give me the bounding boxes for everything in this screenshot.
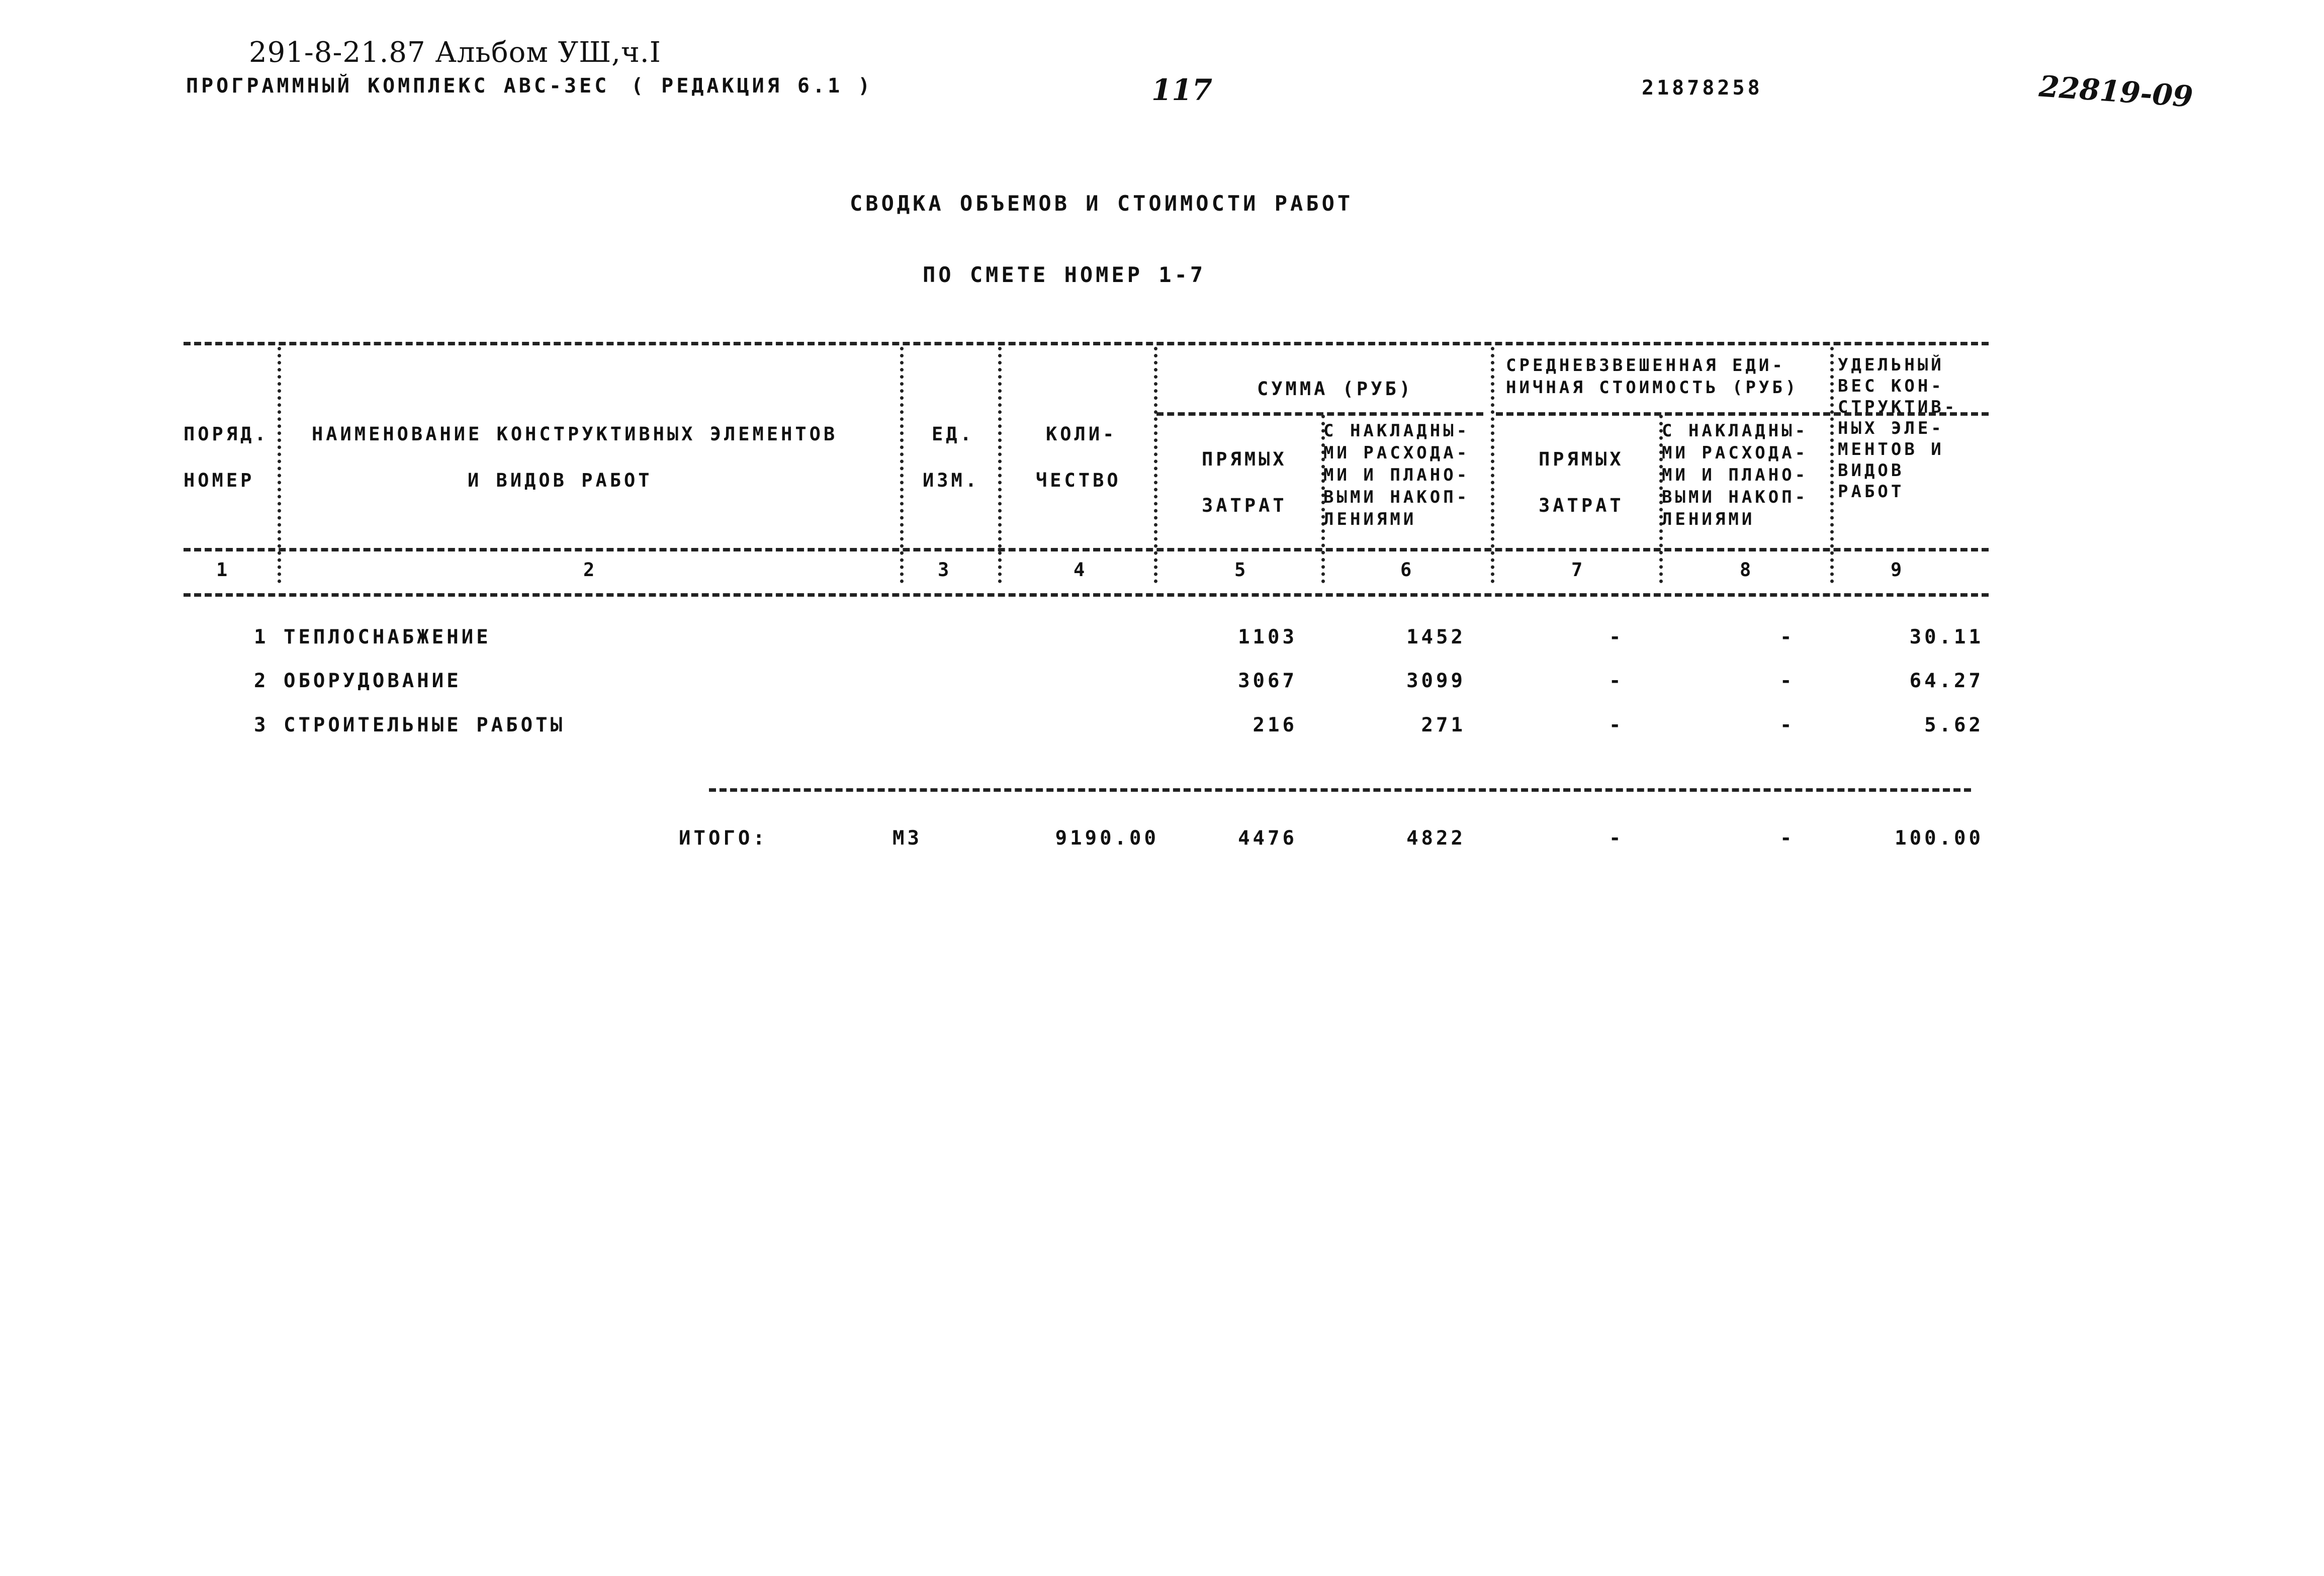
document-code: 21878258 <box>1642 76 1763 100</box>
col-number-8: 8 <box>1740 559 1754 581</box>
col-number-6: 6 <box>1400 559 1415 581</box>
col-divider-3 <box>998 347 1002 583</box>
row-name: 2 ОБОРУДОВАНИЕ <box>254 670 462 692</box>
col-divider-1 <box>278 347 281 583</box>
col7-header-line1: ПРЯМЫХ <box>1539 448 1624 470</box>
col-number-7: 7 <box>1571 559 1586 581</box>
edition-label: ( РЕДАКЦИЯ 6.1 ) <box>631 74 873 98</box>
document-title: СВОДКА ОБЪЕМОВ И СТОИМОСТИ РАБОТ <box>850 191 1354 216</box>
sum-group-header: СУММА (РУБ) <box>1257 378 1414 400</box>
total-overhead-cost: 4822 <box>1406 827 1466 850</box>
total-share: 100.00 <box>1895 827 1984 850</box>
row-avg-direct: - <box>1609 626 1624 648</box>
col-number-9: 9 <box>1891 559 1905 581</box>
row-name: 3 СТРОИТЕЛЬНЫЕ РАБОТЫ <box>254 714 566 736</box>
col-number-2: 2 <box>583 559 598 581</box>
col8-header-line5: ЛЕНИЯМИ <box>1662 509 1755 529</box>
col8-header-line3: МИ И ПЛАНО- <box>1662 465 1809 485</box>
col-divider-4 <box>1154 347 1157 583</box>
numbers-bottom-border <box>184 593 1989 597</box>
col2-header <box>312 422 838 492</box>
table-top-border <box>184 342 1989 345</box>
avg-group-header <box>1506 354 1799 399</box>
col5-header-line2: ЗАТРАТ <box>1202 495 1287 516</box>
col-number-1: 1 <box>216 559 231 581</box>
col5-header <box>1202 447 1287 517</box>
col6-header-line1: С НАКЛАДНЫ- <box>1323 421 1470 441</box>
col9-header-line4: НЫХ ЭЛЕ- <box>1838 418 1944 438</box>
col9-header-line1: УДЕЛЬНЫЙ <box>1838 355 1944 375</box>
col8-header-line4: ВЫМИ НАКОП- <box>1662 487 1809 507</box>
row-share: 64.27 <box>1909 670 1984 692</box>
program-name: ПРОГРАММНЫЙ КОМПЛЕКС АВС-3ЕС <box>186 74 610 98</box>
page-number: 117 <box>1151 73 1213 107</box>
col6-header-line5: ЛЕНИЯМИ <box>1323 509 1417 529</box>
row-direct-cost: 1103 <box>1238 626 1297 648</box>
col-divider-8 <box>1830 347 1834 583</box>
total-avg-overhead: - <box>1780 827 1795 850</box>
total-avg-direct: - <box>1609 827 1624 850</box>
col9-header-line7: РАБОТ <box>1838 482 1905 502</box>
col-number-5: 5 <box>1234 559 1249 581</box>
col9-header-line3: СТРУКТИВ- <box>1838 397 1958 417</box>
col8-header <box>1662 420 1808 530</box>
header-bottom-border <box>184 548 1989 551</box>
col-divider-6 <box>1491 347 1494 583</box>
row-overhead-cost: 1452 <box>1406 626 1466 648</box>
col9-header <box>1838 354 1957 502</box>
col9-header-line5: МЕНТОВ И <box>1838 439 1944 459</box>
col3-header-line1: ЕД. <box>932 423 974 445</box>
col3-header-line2: ИЗМ. <box>923 470 980 491</box>
col4-header-line1: КОЛИ- <box>1046 423 1117 445</box>
row-direct-cost: 216 <box>1253 714 1297 736</box>
col2-header-line2: И ВИДОВ РАБОТ <box>468 470 653 491</box>
col-number-3: 3 <box>938 559 952 581</box>
col1-header <box>184 422 269 492</box>
col7-header <box>1539 447 1624 517</box>
col1-header-line2: НОМЕР <box>184 470 255 491</box>
col4-header <box>1036 422 1121 492</box>
row-overhead-cost: 271 <box>1421 714 1466 736</box>
sum-group-divider <box>1156 412 1483 416</box>
col6-header-line3: МИ И ПЛАНО- <box>1323 465 1470 485</box>
total-direct-cost: 4476 <box>1238 827 1297 850</box>
album-reference: 291-8-21.87 Альбом УШ,ч.I <box>249 36 661 69</box>
col9-header-line6: ВИДОВ <box>1838 460 1905 481</box>
col4-header-line2: ЧЕСТВО <box>1036 470 1121 491</box>
col2-header-line1: НАИМЕНОВАНИЕ КОНСТРУКТИВНЫХ ЭЛЕМЕНТОВ <box>312 423 838 445</box>
totals-separator <box>709 788 1971 792</box>
col1-header-line1: ПОРЯД. <box>184 423 269 445</box>
row-avg-direct: - <box>1609 670 1624 692</box>
col-divider-2 <box>900 347 904 583</box>
avg-group-header-line2: НИЧНАЯ СТОИМОСТЬ (РУБ) <box>1506 378 1799 398</box>
col6-header-line2: МИ РАСХОДА- <box>1323 443 1470 463</box>
row-name: 1 ТЕПЛОСНАБЖЕНИЕ <box>254 626 491 648</box>
col7-header-line2: ЗАТРАТ <box>1539 495 1624 516</box>
row-direct-cost: 3067 <box>1238 670 1297 692</box>
col6-header-line4: ВЫМИ НАКОП- <box>1323 487 1470 507</box>
row-share: 5.62 <box>1924 714 1984 736</box>
col8-header-line2: МИ РАСХОДА- <box>1662 443 1809 463</box>
col5-header-line1: ПРЯМЫХ <box>1202 448 1287 470</box>
row-share: 30.11 <box>1909 626 1984 648</box>
row-overhead-cost: 3099 <box>1406 670 1466 692</box>
row-avg-overhead: - <box>1780 670 1795 692</box>
avg-group-header-line1: СРЕДНЕВЗВЕШЕННАЯ ЕДИ- <box>1506 355 1785 376</box>
total-quantity: 9190.00 <box>1055 827 1159 850</box>
row-avg-direct: - <box>1609 714 1624 736</box>
col6-header <box>1323 420 1470 530</box>
col3-header <box>923 422 979 492</box>
document-subtitle: ПО СМЕТЕ НОМЕР 1-7 <box>923 262 1206 287</box>
total-unit: М3 <box>892 827 922 850</box>
row-avg-overhead: - <box>1780 626 1795 648</box>
col8-header-line1: С НАКЛАДНЫ- <box>1662 421 1809 441</box>
col9-header-line2: ВЕС КОН- <box>1838 376 1944 396</box>
inventory-code: 22819-09 <box>2038 69 2194 114</box>
col-number-4: 4 <box>1074 559 1088 581</box>
total-label: ИТОГО: <box>679 827 768 850</box>
row-avg-overhead: - <box>1780 714 1795 736</box>
